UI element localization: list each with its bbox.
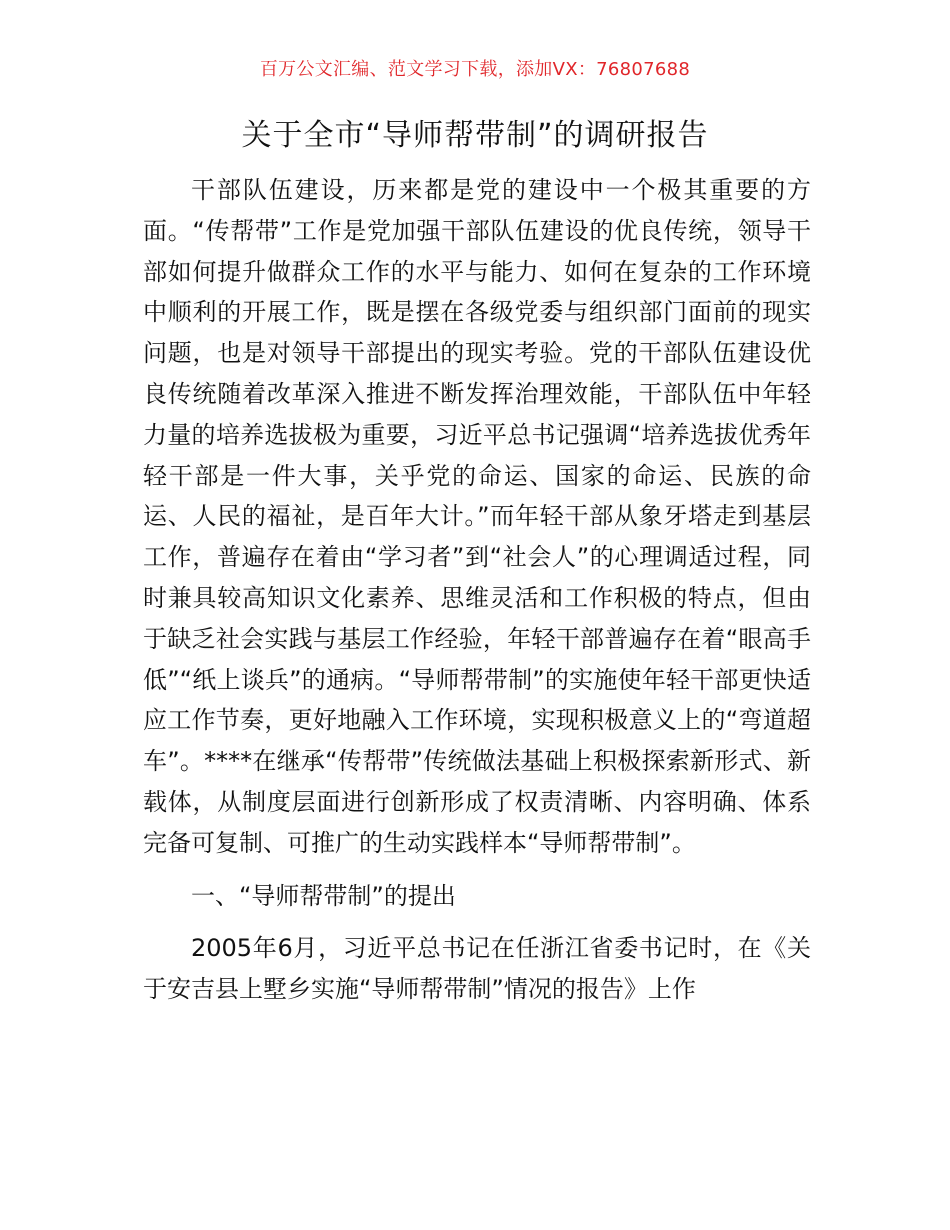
intro-paragraph: 干部队伍建设，历来都是党的建设中一个极其重要的方面。“传帮带”工作是党加强干部队伍建设的优良传统，领导干部如何提升做群众工作的水平与能力、如何在复杂的工作环境中顺利的开展工作，既是摆在各级党委与组织部门面前的现实问题，也是对领导干部提出的现实考验。党的干部队伍建设优良传统随着改革深入推进不断发挥治理效能，干部队伍中年轻力量的培养选拔极为重要，习近平总书记强调“培养选拔优秀年轻干部是一件大事，关乎党的命运、国家的命运、民族的命运、人民的福祉，是百年大计。”而年轻干部从象牙塔走到基层工作，普遍存在着由“学习者”到“社会人”的心理调适过程，同时兼具较高知识文化素养、思维灵活和工作积极的特点，但由于缺乏社会实践与基层工作经验，年轻干部普遍存在着“眼高手低”“纸上谈兵”的通病。“导师帮带制”的实施使年轻干部更快适应工作节奏，更好地融入工作环境，实现积极意义上的“弯道超车”。****在继承“传帮带”传统做法基础上积极探索新形式、新载体，从制度层面进行创新形成了权责清晰、内容明确、体系完备可复制、可推广的生动实践样本“导师帮带制”。 bbox=[143, 176, 811, 857]
section-paragraph: 2005年6月，习近平总书记在任浙江省委书记时，在《关于安吉县上墅乡实施“导师帮带制”情况的报告》上作 bbox=[143, 934, 811, 1004]
page-title: 关于全市“导师帮带制”的调研报告 bbox=[241, 118, 709, 153]
document-body bbox=[143, 170, 811, 1010]
section-heading: 一、“导师帮带制”的提出 bbox=[191, 881, 456, 910]
watermark-header: 百万公文汇编、范文学习下载，添加VX：76807688 bbox=[259, 59, 691, 80]
